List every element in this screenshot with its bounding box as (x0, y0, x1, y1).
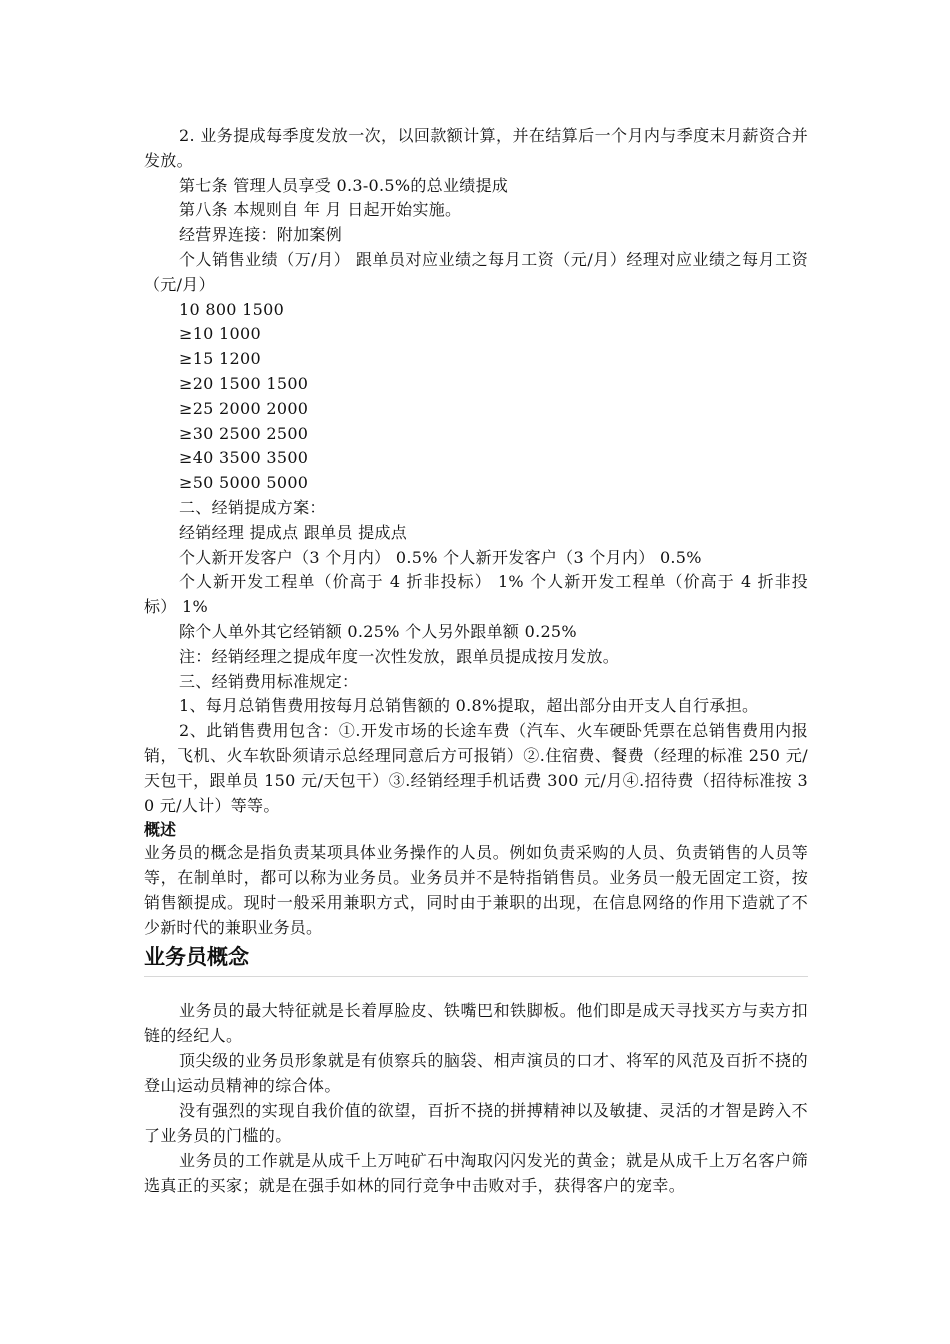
section-paragraph: 业务员的最大特征就是长着厚脸皮、铁嘴巴和铁脚板。他们即是成天寻找买方与卖方扣链的经纪人。 (144, 1001, 808, 1046)
section-title: 业务员概念 (144, 945, 249, 970)
paragraph-article-8: 第八条 本规则自 年 月 日起开始实施。 (179, 200, 462, 220)
paragraph-article-7: 第七条 管理人员享受 0.3-0.5%的总业绩提成 (179, 175, 509, 195)
paragraph-expense-rule-1: 1、每月总销售费用按每月总销售额的 0.8%提取，超出部分由开支人自行承担。 (179, 696, 759, 716)
paragraph-new-customers: 个人新开发客户（3 个月内） 0.5% 个人新开发客户（3 个月内） 0.5% (179, 547, 702, 567)
paragraph-distribution-plan-heading: 二、经销提成方案： (179, 497, 326, 517)
document-page (144, 124, 808, 1198)
overview-text: 业务员的概念是指负责某项具体业务操作的人员。例如负责采购的人员、负责销售的人员等等，在制单时，都可以称为业务员。业务员并不是特指销售员。业务员一般无固定工资，按销售额提成。现时一般采用兼职方式，同时由于兼职的出现，在信息网络的作用下造就了不少新时代的兼职业务员。 (144, 843, 808, 938)
paragraph-commission-payment: 2. 业务提成每季度发放一次，以回款额计算，并在结算后一个月内与季度末月薪资合并发放。 (144, 126, 808, 170)
paragraph-case-link: 经营界连接：附加案例 (179, 225, 343, 245)
spacer (144, 977, 808, 998)
paragraph-expense-rule-2: 2、此销售费用包含：①.开发市场的长途车费（汽车、火车硬卧凭票在总销售费用内报销，飞机、火车软卧须请示总经理同意后方可报销）②.住宿费、餐费（经理的标准 250 元/天包干，跟单员 150 元/天包干）③.经销经理手机话费 300 元/月④.招待费（招待标准按 30 元/人计）等等。 (144, 721, 808, 815)
paragraph-distribution-columns: 经销经理 提成点 跟单员 提成点 (179, 522, 408, 542)
section-paragraph: 顶尖级的业务员形象就是有侦察兵的脑袋、相声演员的口才、将军的风范及百折不挠的登山运动员精神的综合体。 (144, 1051, 808, 1096)
section-paragraph: 没有强烈的实现自我价值的欲望，百折不挠的拼搏精神以及敏捷、灵活的才智是跨入不了业务员的门槛的。 (144, 1101, 808, 1146)
salary-row: ≥15 1200 (179, 349, 261, 369)
salary-row: ≥40 3500 3500 (179, 448, 309, 468)
overview-heading: 概述 (144, 820, 177, 840)
salary-row: ≥30 2500 2500 (179, 423, 309, 443)
paragraph-engineering-orders: 个人新开发工程单（价高于 4 折非投标） 1% 个人新开发工程单（价高于 4 折非投标） 1% (144, 572, 808, 617)
salary-row: ≥50 5000 5000 (179, 473, 309, 493)
salary-row: 10 800 1500 (179, 299, 285, 319)
paragraph-table-header: 个人销售业绩（万/月） 跟单员对应业绩之每月工资（元/月）经理对应业绩之每月工资（元/月） (144, 249, 808, 294)
paragraph-other-distribution: 除个人单外其它经销额 0.25% 个人另外跟单额 0.25% (179, 621, 577, 641)
salary-row: ≥10 1000 (179, 324, 261, 344)
section-paragraph: 业务员的工作就是从成千上万吨矿石中淘取闪闪发光的黄金；就是从成千上万名客户筛选真正的买家；就是在强手如林的同行竞争中击败对手，获得客户的宠幸。 (144, 1151, 808, 1196)
salary-row: ≥20 1500 1500 (179, 373, 309, 393)
salary-row: ≥25 2000 2000 (179, 398, 309, 418)
paragraph-note: 注：经销经理之提成年度一次性发放，跟单员提成按月发放。 (179, 646, 620, 666)
paragraph-expense-heading: 三、经销费用标准规定： (179, 671, 359, 691)
